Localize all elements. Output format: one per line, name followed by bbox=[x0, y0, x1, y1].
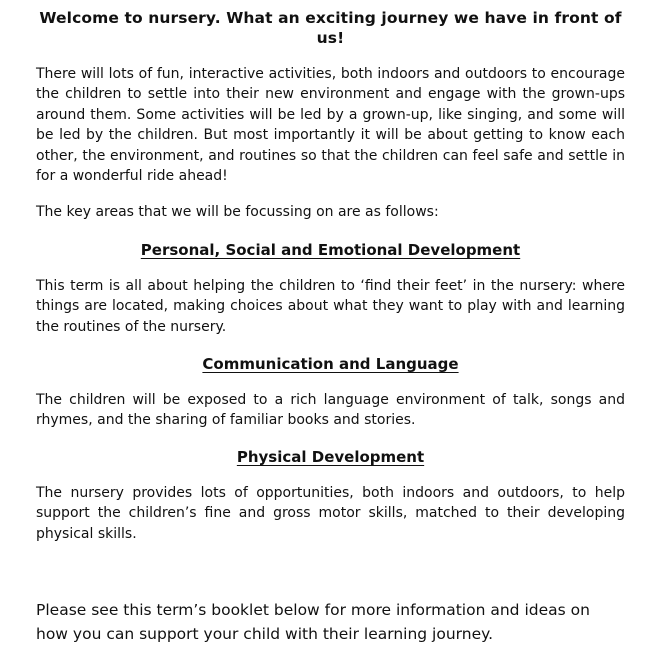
page-title: Welcome to nursery. What an exciting journey we have in front of us! bbox=[39, 9, 622, 47]
section-heading-psed: Personal, Social and Emotional Development bbox=[140, 240, 521, 259]
section-heading-communication: Communication and Language bbox=[202, 355, 459, 374]
intro-paragraph: There will lots of fun, interactive activities, both indoors and outdoors to encourage the children to settle into their new environment and engage with the grown-ups around them. Some activities will be led by a grown-up, like singing, and some will be led by the children. But most importantly it will be about getting to know each other, the environment, and routines so that the children can feel safe and settle in for a wonderful ride ahead! bbox=[36, 66, 625, 185]
section-heading-physical: Physical Development bbox=[236, 447, 425, 466]
closing-paragraph: Please see this term’s booklet below for more information and ideas on how you can support your child with their learning journey. bbox=[36, 601, 590, 644]
key-areas-paragraph: The key areas that we will be focussing on are as follows: bbox=[36, 204, 439, 221]
section-text-psed: This term is all about helping the children to ‘find their feet’ in the nursery: where things are located, making choices about what they want to play with and learning the routines of the nursery. bbox=[36, 277, 625, 335]
section-text-communication: The children will be exposed to a rich language environment of talk, songs and rhymes, and the sharing of familiar books and stories. bbox=[36, 392, 625, 429]
section-text-physical: The nursery provides lots of opportunities, both indoors and outdoors, to help support the children’s fine and gross motor skills, matched to their developing physical skills. bbox=[36, 484, 625, 542]
document-page bbox=[36, 0, 625, 646]
